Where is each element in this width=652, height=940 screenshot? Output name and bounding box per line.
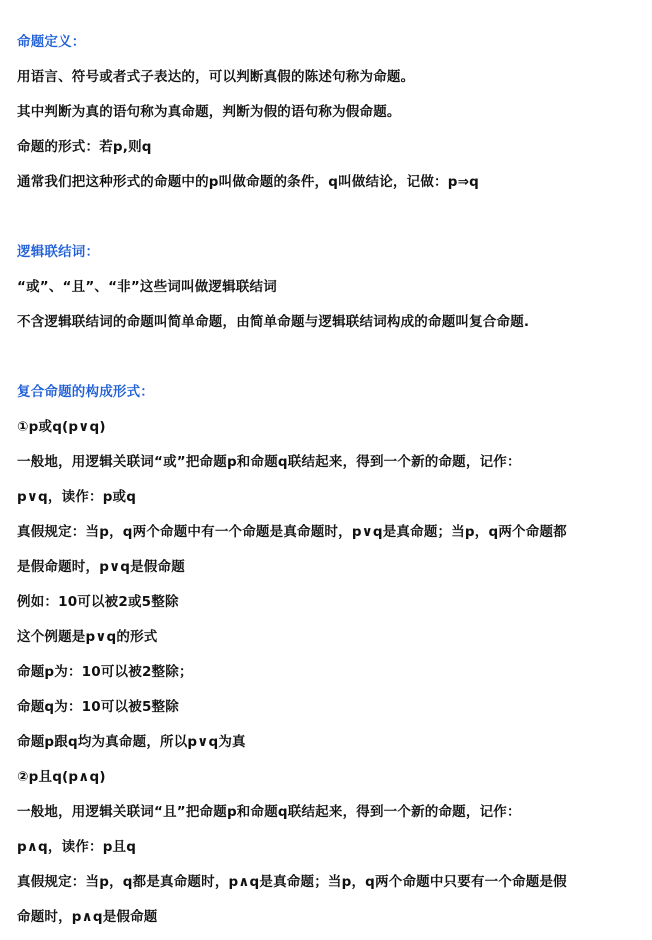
compound-line-15: 命题时，p∧q是假命题 [17,909,158,925]
compound-line-9: 命题q为：10可以被5整除 [17,699,179,715]
compound-line-2: 一般地，用逻辑关联词“或”把命题p和命题q联结起来，得到一个新的命题，记作： [17,454,521,470]
compound-line-4: 真假规定：当p，q两个命题中有一个命题是真命题时，p∨q是真命题；当p，q两个命题都 [17,524,567,540]
compound-line-13: p∧q，读作：p且q [17,839,137,855]
compound-line-6: 例如：10可以被2或5整除 [17,594,179,610]
definition-line-1: 用语言、符号或者式子表达的，可以判断真假的陈述句称为命题。 [17,69,415,85]
definition-line-3: 命题的形式：若p,则q [17,139,152,155]
compound-line-11: ②p且q(p∧q) [17,769,106,785]
connectives-line-2: 不含逻辑联结词的命题叫简单命题，由简单命题与逻辑联结词构成的命题叫复合命题. [17,314,530,330]
compound-line-12: 一般地，用逻辑关联词“且”把命题p和命题q联结起来，得到一个新的命题，记作： [17,804,521,820]
definition-line-2: 其中判断为真的语句称为真命题，判断为假的语句称为假命题。 [17,104,401,120]
section-gap [17,345,652,380]
connectives-line-1: “或”、“且”、“非”这些词叫做逻辑联结词 [17,279,277,295]
compound-heading: 复合命题的构成形式： [17,384,154,400]
compound-line-1: ①p或q(p∨q) [17,419,106,435]
section-gap [17,205,652,240]
definition-heading: 命题定义： [17,34,86,50]
definition-line-4: 通常我们把这种形式的命题中的p叫做命题的条件，q叫做结论，记做：p⇒q [17,174,479,190]
compound-line-10: 命题p跟q均为真命题，所以p∨q为真 [17,734,246,750]
compound-line-14: 真假规定：当p，q都是真命题时，p∧q是真命题；当p，q两个命题中只要有一个命题是假 [17,874,567,890]
connectives-heading: 逻辑联结词： [17,244,100,260]
compound-line-7: 这个例题是p∨q的形式 [17,629,158,645]
compound-line-5: 是假命题时，p∨q是假命题 [17,559,185,575]
compound-line-8: 命题p为：10可以被2整除； [17,664,193,680]
compound-line-3: p∨q，读作：p或q [17,489,137,505]
